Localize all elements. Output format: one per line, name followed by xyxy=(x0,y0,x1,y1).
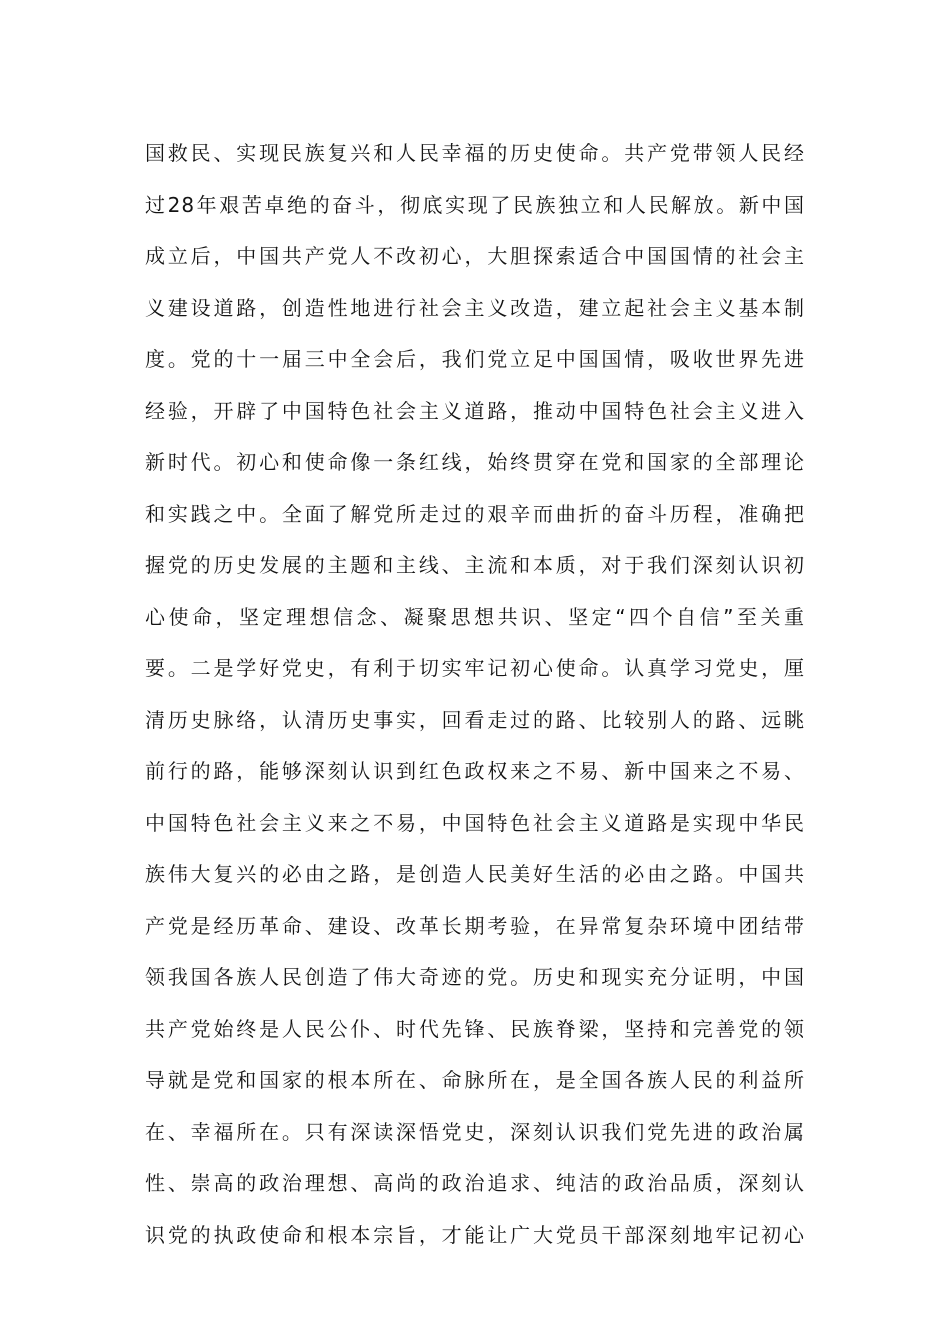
text-line: 心使命，坚定理想信念、凝聚思想共识、坚定“四个自信”至关重 xyxy=(145,604,805,629)
text-line: 产党是经历革命、建设、改革长期考验，在异常复杂环境中团结带 xyxy=(145,913,805,938)
text-line: 国救民、实现民族复兴和人民幸福的历史使命。共产党带领人民经 xyxy=(145,141,805,165)
text-line: 性、崇高的政治理想、高尚的政治追求、纯洁的政治品质，深刻认 xyxy=(145,1171,805,1195)
text-line: 成立后，中国共产党人不改初心，大胆探索适合中国国情的社会主 xyxy=(145,244,805,268)
text-line: 在、幸福所在。只有深读深悟党史，深刻认识我们党先进的政治属 xyxy=(145,1119,805,1144)
text-line: 识党的执政使命和根本宗旨，才能让广大党员干部深刻地牢记初心 xyxy=(145,1222,805,1247)
text-line: 过28年艰苦卓绝的奋斗，彻底实现了民族独立和人民解放。新中国 xyxy=(145,192,805,217)
text-line: 要。二是学好党史，有利于切实牢记初心使命。认真学习党史，厘 xyxy=(145,656,805,680)
text-line: 中国特色社会主义来之不易，中国特色社会主义道路是实现中华民 xyxy=(145,810,805,835)
text-line: 度。党的十一届三中全会后，我们党立足中国国情，吸收世界先进 xyxy=(145,347,805,371)
text-line: 前行的路，能够深刻认识到红色政权来之不易、新中国来之不易、 xyxy=(145,759,805,783)
text-line: 义建设道路，创造性地进行社会主义改造，建立起社会主义基本制 xyxy=(145,295,805,320)
text-line: 握党的历史发展的主题和主线、主流和本质，对于我们深刻认识初 xyxy=(145,553,805,577)
text-line: 导就是党和国家的根本所在、命脉所在，是全国各族人民的利益所 xyxy=(145,1068,805,1092)
text-line: 经验，开辟了中国特色社会主义道路，推动中国特色社会主义进入 xyxy=(145,398,805,423)
text-line: 和实践之中。全面了解党所走过的艰辛而曲折的奋斗历程，准确把 xyxy=(145,501,805,526)
body-paragraph xyxy=(145,128,805,1261)
text-line: 领我国各族人民创造了伟大奇迹的党。历史和现实充分证明，中国 xyxy=(145,965,805,989)
text-line: 族伟大复兴的必由之路，是创造人民美好生活的必由之路。中国共 xyxy=(145,862,805,886)
text-line: 新时代。初心和使命像一条红线，始终贯穿在党和国家的全部理论 xyxy=(145,450,805,474)
text-line: 共产党始终是人民公仆、时代先锋、民族脊梁，坚持和完善党的领 xyxy=(145,1016,805,1041)
text-line: 清历史脉络，认清历史事实，回看走过的路、比较别人的路、远眺 xyxy=(145,707,805,732)
